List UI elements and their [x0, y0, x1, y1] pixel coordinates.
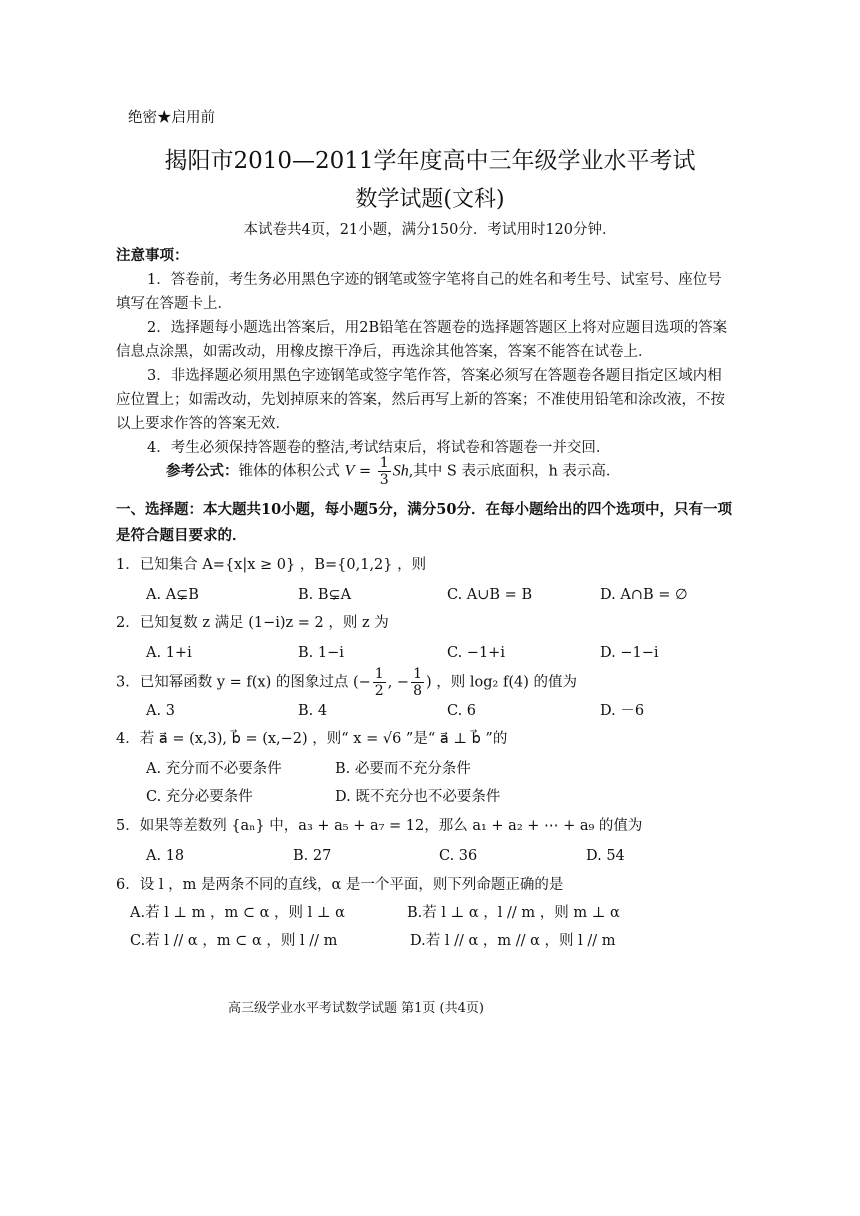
q1-option-b: B. B⊊A	[298, 587, 352, 603]
exam-info: 本试卷共4页，21小题，满分150分．考试用时120分钟．	[243, 222, 617, 238]
formula-text: 锥体的体积公式	[238, 463, 340, 480]
q3-option-b: B. 4	[298, 703, 328, 719]
section1-line2: 是符合题目要求的．	[116, 527, 247, 544]
q1-stem: 1．已知集合 A={x|x ≥ 0} ，B={0,1,2} ，则	[116, 557, 427, 573]
q2-stem: 2．已知复数 z 满足 (1−i)z = 2 ，则 z 为	[116, 615, 389, 631]
q5-option-d: D. 54	[586, 848, 625, 864]
q6-stem: 6．设 l ，m 是两条不同的直线，α 是一个平面，则下列命题正确的是	[116, 877, 564, 893]
q2-option-a: A. 1+i	[146, 645, 192, 661]
q4-option-b: B. 必要而不充分条件	[335, 761, 471, 777]
note-1a: 1．答卷前，考生务必用黑色字迹的钢笔或签字笔将自己的姓名和考生号、试室号、座位号	[147, 272, 722, 288]
q1-option-d: D. A∩B = ∅	[600, 587, 688, 603]
notes-heading: 注意事项：	[116, 247, 189, 264]
q6-option-a: A.若 l ⊥ m ，m ⊂ α ，则 l ⊥ α	[130, 905, 345, 921]
note-2b: 信息点涂黑，如需改动，用橡皮擦干净后，再选涂其他答案，答案不能答在试卷上．	[116, 344, 653, 360]
fraction-one-eighth: $\frac{1}{8}$	[413, 666, 422, 699]
note-4: 4．考生必须保持答题卷的整洁,考试结束后，将试卷和答题卷一并交回．	[147, 440, 611, 456]
q5-stem: 5．如果等差数列 {aₙ} 中，a₃ + a₅ + a₇ = 12，那么 a₁ + a₂ + ⋯ + a₉ 的值为	[116, 818, 643, 834]
secret-mark: 绝密★启用前	[128, 110, 215, 126]
note-3a: 3．非选择题必须用黑色字迹钢笔或签字笔作答，答案必须写在答题卷各题目指定区域内相	[147, 368, 722, 384]
q3-stem: 3．已知幂函数 y = f(x) 的图象过点 (− $\frac{1}{2}$ , − $\frac{1}{8}$ ) ，则 log₂ f(4) 的值为	[116, 666, 577, 699]
note-3b: 应位置上；如需改动，先划掉原来的答案，然后再写上新的答案；不准使用铅笔和涂改液，不按	[116, 392, 725, 408]
formula-sh: Sh	[392, 462, 409, 480]
q6-option-c: C.若 l // α ，m ⊂ α ，则 l // m	[130, 933, 338, 949]
note-3c: 以上要求作答的答案无效．	[116, 416, 290, 432]
q1-option-c: C. A∪B = B	[447, 587, 533, 603]
q3-option-c: C. 6	[447, 703, 477, 719]
formula-v: V	[344, 462, 355, 480]
note-1b: 填写在答题卡上．	[116, 296, 232, 312]
section1-line1: 一、选择题：本大题共10小题，每小题5分，满分50分．在每小题给出的四个选项中，只有一项	[116, 501, 732, 518]
formula-label: 参考公式：	[166, 462, 239, 480]
q5-option-b: B. 27	[293, 848, 332, 864]
q2-option-d: D. −1−i	[600, 645, 659, 661]
q2-option-c: C. −1+i	[447, 645, 505, 661]
q4-option-c: C. 充分必要条件	[146, 789, 253, 805]
q5-option-a: A. 18	[146, 848, 185, 864]
q4-option-a: A. 充分而不必要条件	[146, 761, 282, 777]
fraction-one-half: $\frac{1}{2}$	[374, 666, 384, 699]
fraction-one-third: $\frac{1}{3}$	[379, 455, 389, 488]
q6-option-b: B.若 l ⊥ α ，l // m ，则 m ⊥ α	[407, 905, 620, 921]
note-2a: 2．选择题每小题选出答案后，用2B铅笔在答题卷的选择题答题区上将对应题目选项的答案	[147, 320, 728, 336]
q5-option-c: C. 36	[439, 848, 478, 864]
page-footer: 高三级学业水平考试数学试题 第1页 (共4页)	[228, 1001, 484, 1016]
q3-option-a: A. 3	[146, 703, 175, 719]
reference-formula: 参考公式：锥体的体积公式 V = $\frac{1}{3}$ Sh,其中 S 表示底面积，h 表示高．	[166, 455, 621, 488]
formula-tail: ,其中 S 表示底面积，h 表示高．	[408, 463, 621, 480]
q1-option-a: A. A⊊B	[146, 587, 199, 603]
q6-option-d: D.若 l // α ，m // α ，则 l // m	[410, 933, 616, 949]
q2-option-b: B. 1−i	[298, 645, 344, 661]
exam-subtitle: 数学试题(文科)	[355, 187, 505, 212]
q3-option-d: D. －6	[600, 703, 645, 719]
q4-stem: 4．若 a⃗ = (x,3), b⃗ = (x,−2) ，则“ x = √6 ”是“ a⃗ ⊥ b⃗ ”的	[116, 731, 508, 747]
exam-title: 揭阳市2010—2011学年度高中三年级学业水平考试	[164, 148, 696, 174]
q4-option-d: D. 既不充分也不必要条件	[335, 789, 501, 805]
